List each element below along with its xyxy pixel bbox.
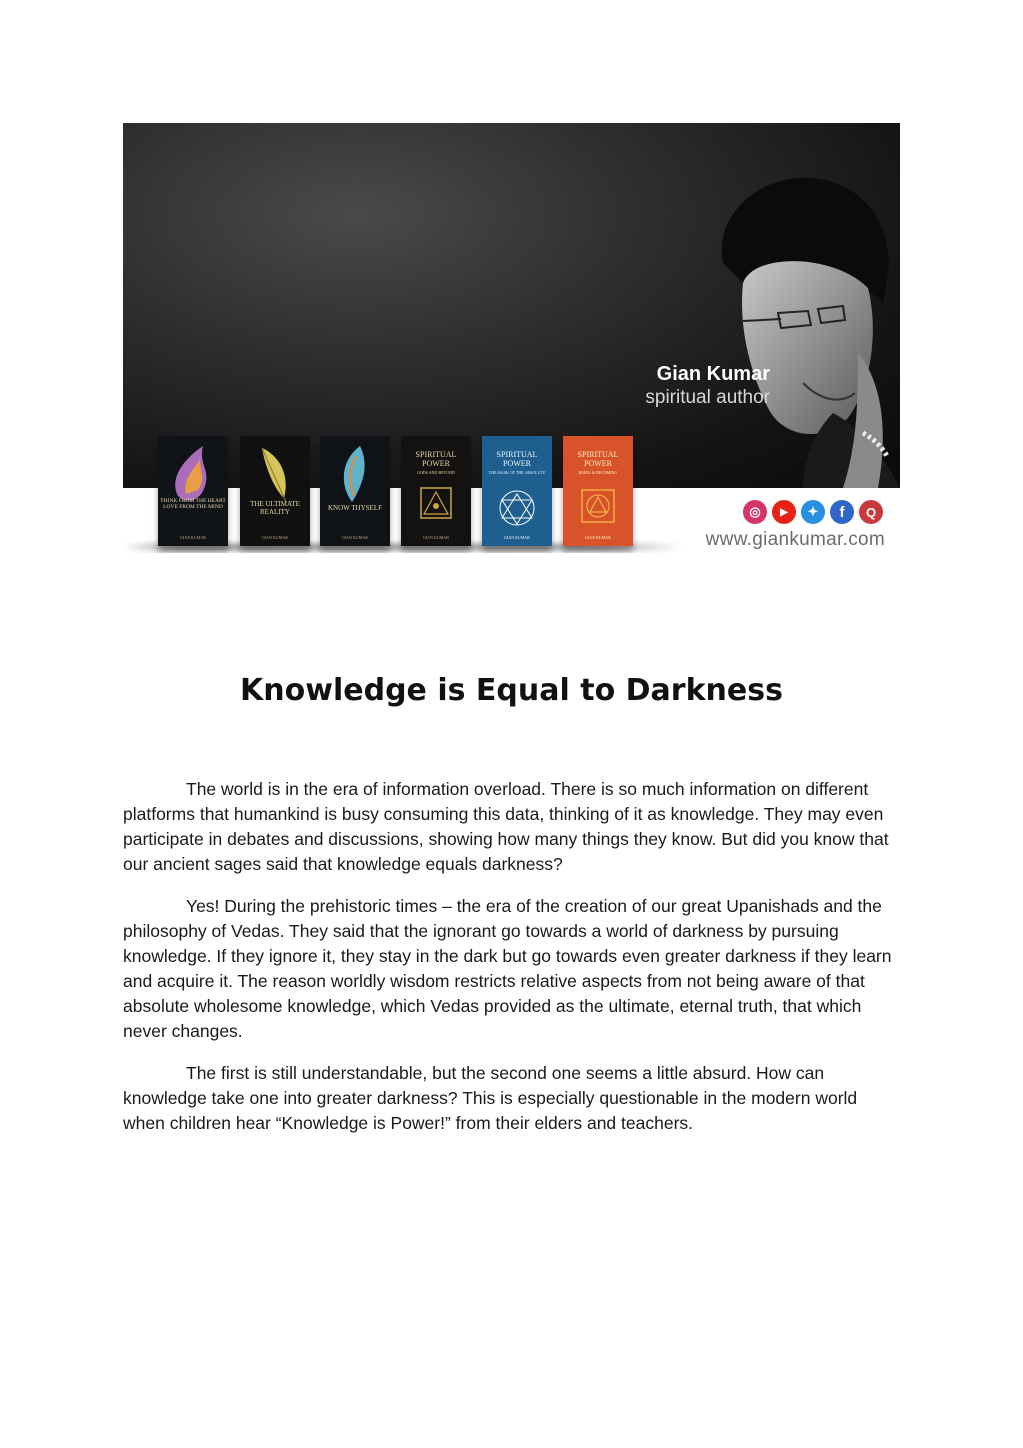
- book-cover: [240, 436, 310, 546]
- paragraph-1: The world is in the era of information overload. There is so much information on different platforms that humankind is busy consuming this data, thinking of it as knowledge. They may even participate in debates and discussions, showing how many things they know. But did you know that our ancient sages said that knowledge equals darkness?: [123, 779, 889, 874]
- quora-glyph: Q: [865, 504, 877, 520]
- book-title: KNOW THYSELF: [328, 504, 382, 512]
- youtube-icon[interactable]: [772, 500, 796, 524]
- book-cover: [482, 436, 552, 546]
- yantra-art-icon: [401, 436, 471, 546]
- book-author: GIAN KUMAR: [504, 535, 530, 540]
- book-cover: [320, 436, 390, 546]
- book-subtitle: BEING & BECOMING: [578, 470, 618, 475]
- book-subtitle: THE MASK OF THE ABSOLUTE: [488, 470, 546, 475]
- article-body: [123, 777, 898, 1153]
- facebook-glyph: f: [839, 503, 845, 521]
- book-author: GIAN KUMAR: [423, 535, 449, 540]
- book-title: SPIRITUAL POWER: [415, 450, 457, 468]
- author-banner: [123, 123, 900, 553]
- book-cover: [401, 436, 471, 546]
- book-cover: [158, 436, 228, 546]
- book-author: GIAN KUMAR: [262, 535, 288, 540]
- twitter-glyph: ✦: [807, 504, 819, 519]
- book-author: GIAN KUMAR: [180, 535, 206, 540]
- sri-yantra-art-icon: [482, 436, 552, 546]
- book-title: THE ULTIMATE REALITY: [250, 500, 300, 516]
- book-cover: [563, 436, 633, 546]
- twitter-icon[interactable]: [801, 500, 825, 524]
- flame-art-icon: [158, 436, 228, 546]
- mandala-art-icon: [563, 436, 633, 546]
- website-url[interactable]: www.giankumar.com: [705, 529, 885, 550]
- book-author: GIAN KUMAR: [585, 535, 611, 540]
- book-row: [158, 436, 633, 548]
- paragraph-2: Yes! During the prehistoric times – the era of the creation of our great Upanishads and the philosophy of Vedas. They said that the ignorant go towards a world of darkness by pursuing knowledge. If they ignore it, they stay in the dark but go towards even greater darkness if they learn and acquire it. The reason worldly wisdom restricts relative aspects from not being aware of that absolute wholesome knowledge, which Vedas provided as the ultimate, eternal truth, that which never changes.: [123, 896, 892, 1041]
- quill-art-icon: [320, 436, 390, 546]
- author-role: spiritual author: [645, 387, 770, 408]
- quora-icon[interactable]: [859, 500, 883, 524]
- facebook-icon[interactable]: [830, 500, 854, 524]
- paragraph-3: The first is still understandable, but the second one seems a little absurd. How can knowledge take one into greater darkness? This is especially questionable in the modern world when children hear “Knowledge is Power!” from their elders and teachers.: [123, 1063, 858, 1133]
- book-subtitle: GODS AND BEYOND: [416, 470, 455, 475]
- instagram-glyph: ◎: [749, 504, 761, 519]
- author-name: Gian Kumar: [656, 363, 770, 385]
- book-author: GIAN KUMAR: [342, 535, 368, 540]
- instagram-icon[interactable]: [743, 500, 767, 524]
- article-title: Knowledge is Equal to Darkness: [240, 673, 783, 708]
- book-title: THINK FROM THE HEART LOVE FROM THE MIND: [160, 498, 226, 510]
- feather-art-icon: [240, 436, 310, 546]
- author-portrait: [683, 153, 900, 488]
- youtube-glyph: ▶: [780, 506, 788, 518]
- book-title: SPIRITUAL POWER: [496, 450, 538, 468]
- book-title: SPIRITUAL POWER: [577, 450, 619, 468]
